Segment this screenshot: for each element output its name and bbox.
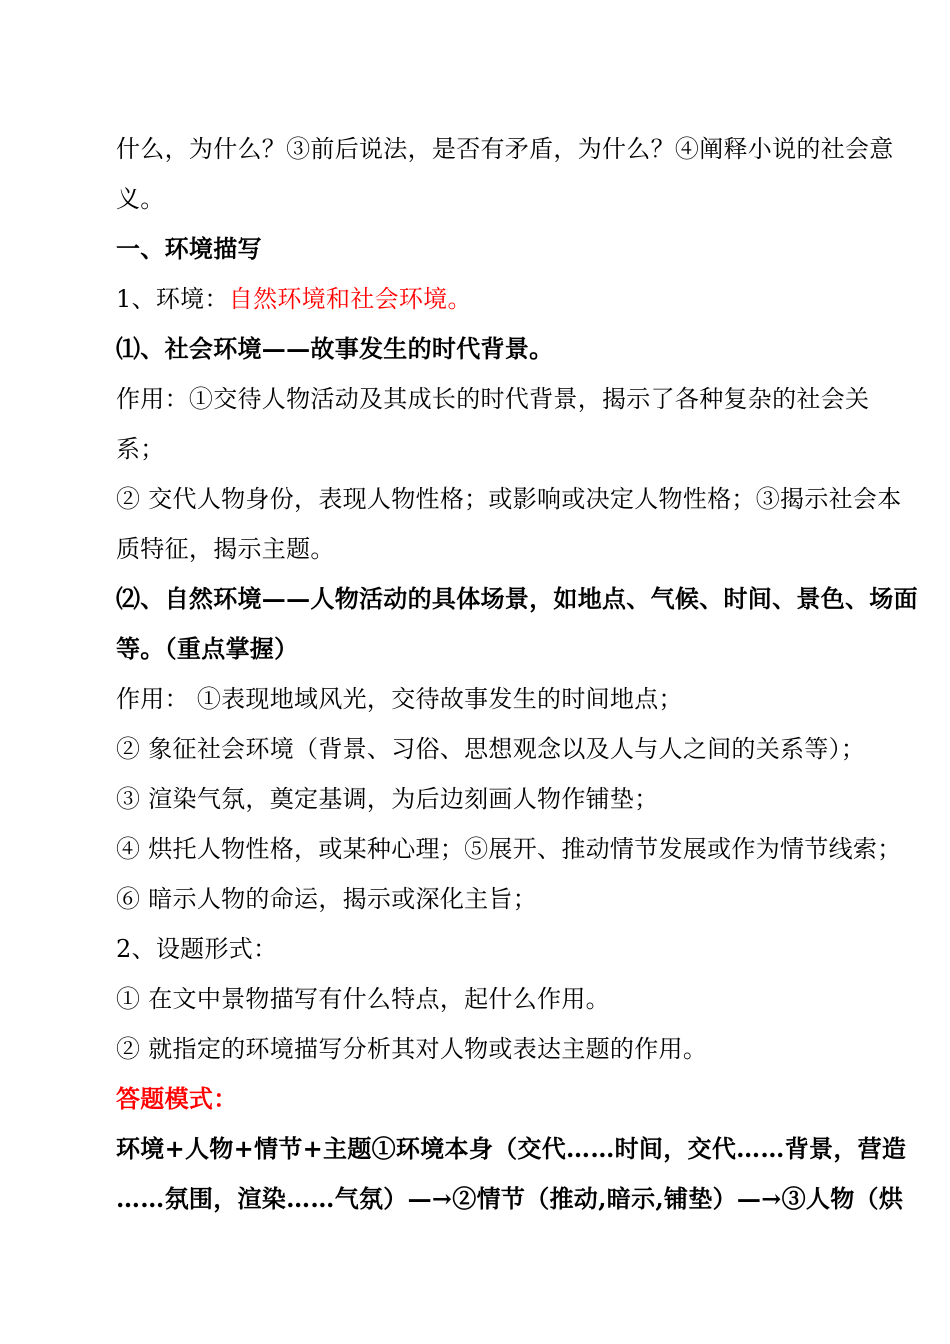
paragraph-line: ④ 烘托人物性格，或某种心理；⑤展开、推动情节发展或作为情节线索；	[116, 835, 902, 863]
highlight-text: 自然环境和社会环境。	[228, 285, 472, 313]
item-label: 1、环境：	[116, 285, 229, 313]
subsection-heading: ⑵、自然环境——人物活动的具体场景，如地点、气候、时间、景色、场面	[116, 584, 918, 613]
paragraph-line: 什么，为什么？③前后说法，是否有矛盾，为什么？④阐释小说的社会意	[116, 135, 894, 163]
paragraph-line: ③ 渲染气氛，奠定基调，为后边刻画人物作铺垫；	[116, 785, 659, 813]
paragraph-line: ⑥ 暗示人物的命运，揭示或深化主旨；	[116, 885, 538, 913]
subsection-heading: ⑴、社会环境——故事发生的时代背景。	[116, 334, 554, 363]
answer-pattern-heading: 答题模式：	[116, 1084, 238, 1113]
paragraph-line: 系；	[116, 435, 165, 463]
subsection-heading: 等。（重点掌握）	[116, 634, 299, 663]
paragraph-line: 2、设题形式：	[116, 935, 278, 963]
paragraph-line: 质特征，揭示主题。	[116, 535, 335, 563]
answer-pattern-line: 环境+人物+情节+主题①环境本身（交代……时间，交代……背景，营造	[116, 1134, 907, 1163]
paragraph-line: ② 象征社会环境（背景、习俗、思想观念以及人与人之间的关系等）；	[116, 735, 866, 763]
paragraph-line: ② 就指定的环境描写分析其对人物或表达主题的作用。	[116, 1035, 708, 1063]
paragraph-line: 义。	[116, 185, 165, 213]
paragraph-line: ① 在文中景物描写有什么特点，起什么作用。	[116, 985, 610, 1013]
paragraph-line: ② 交代人物身份，表现人物性格；或影响或决定人物性格；③揭示社会本	[116, 485, 902, 513]
paragraph-line: 作用：①交待人物活动及其成长的时代背景，揭示了各种复杂的社会关	[116, 385, 870, 413]
paragraph-line: 作用： ①表现地域风光，交待故事发生的时间地点；	[116, 685, 683, 713]
section-heading: 一、环境描写	[116, 234, 262, 263]
paragraph-line	[116, 284, 866, 314]
answer-pattern-line: ……氛围，渲染……气氛）—→②情节（推动,暗示,铺垫）—→③人物（烘	[116, 1184, 904, 1213]
